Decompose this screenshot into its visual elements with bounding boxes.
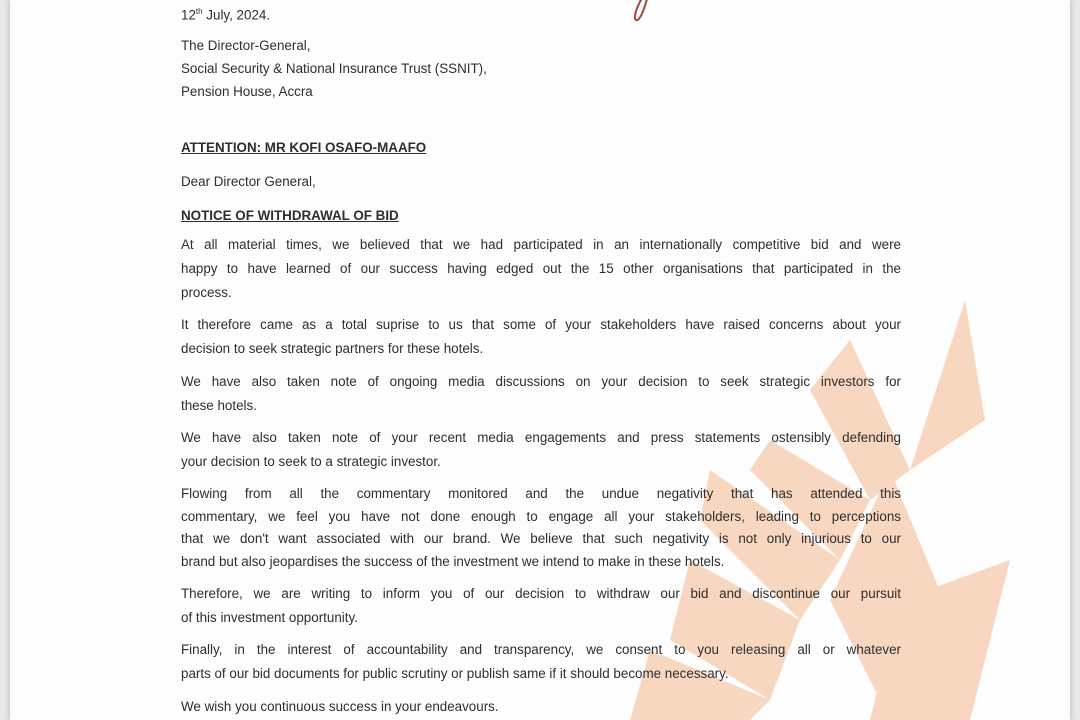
closing-paragraph: We wish you continuous success in your endeavours.	[181, 699, 499, 714]
paragraph-4: We have also taken note of your recent media engagements and press statements ostensibly defending your decision to seek to a strategic investor.	[181, 430, 901, 469]
subject-line: NOTICE OF WITHDRAWAL OF BID	[181, 208, 399, 223]
paragraph-3: We have also taken note of ongoing media discussions on your decision to seek strategic investors for these hotels.	[181, 374, 901, 413]
paragraph-5: Flowing from all the commentary monitored and the undue negativity that has attended this commentary, we feel you have not done enough to engage all your stakeholders, leading to perceptions that we don't want associated with our brand. We believe that such negativity is not only injurious to our brand but also jeopardises the success of the investment we intend to make in these hotels.	[181, 486, 901, 569]
letter-date: 12th July, 2024.	[181, 7, 271, 23]
recipient-address: The Director-General, Social Security & National Insurance Trust (SSNIT), Pension House, Accra	[181, 38, 487, 99]
paragraph-6: Therefore, we are writing to inform you of our decision to withdraw our bid and discontinue our pursuit of this investment opportunity.	[181, 586, 901, 625]
salutation: Dear Director General,	[181, 174, 316, 189]
paragraph-1: At all material times, we believed that we had participated in an internationally competitive bid and were happy to have learned of our success having edged out the 15 other organisations that participated in the process.	[181, 237, 901, 300]
attention-line: ATTENTION: MR KOFI OSAFO-MAAFO	[181, 140, 427, 155]
paragraph-7: Finally, in the interest of accountability and transparency, we consent to you releasing all or whatever parts of our bid documents for public scrutiny or publish same if it should become necessary.	[181, 642, 901, 681]
paragraph-2: It therefore came as a total suprise to us that some of your stakeholders have raised concerns about your decision to seek strategic partners for these hotels.	[181, 317, 901, 356]
letter-page	[10, 0, 1070, 720]
